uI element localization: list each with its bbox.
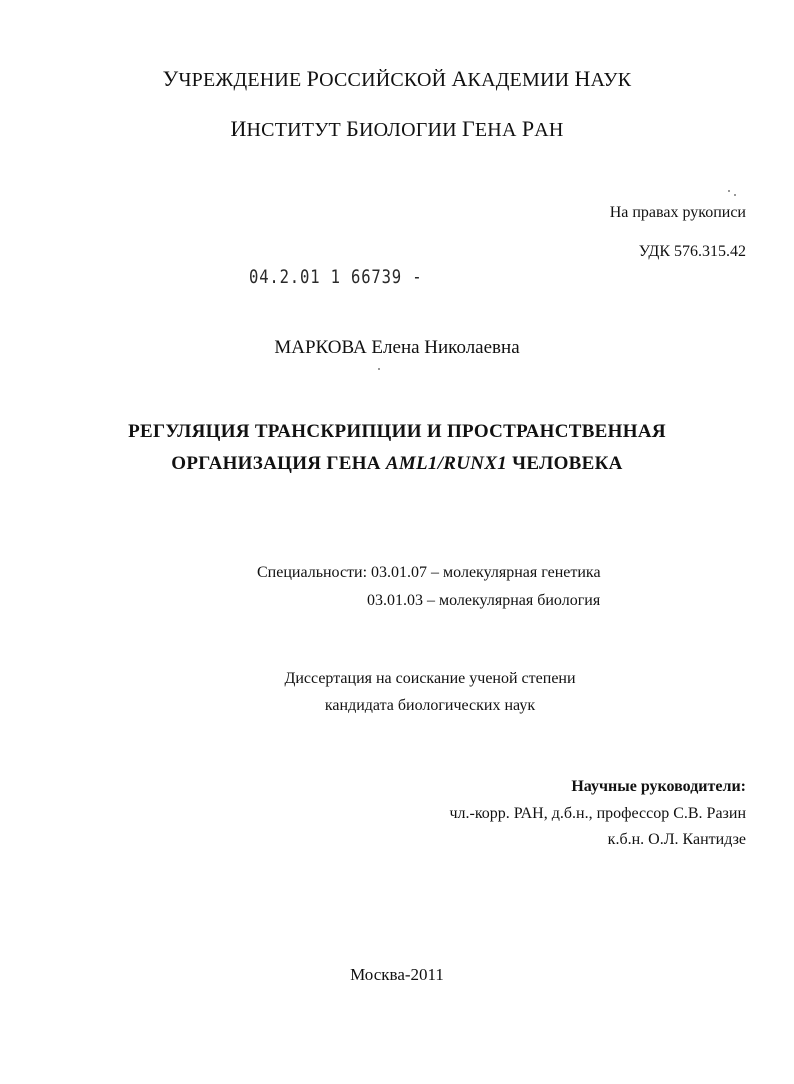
institution-line1: УЧРЕЖДЕНИЕ РОССИЙСКОЙ АКАДЕМИИ НАУК	[162, 66, 632, 91]
scan-speck	[734, 194, 736, 196]
scan-speck	[378, 368, 380, 370]
udk-code: УДК 576.315.42	[638, 243, 746, 260]
thesis-title-line2	[0, 453, 794, 475]
supervisor-item: к.б.н. О.Л. Кантидзе	[607, 831, 746, 848]
archive-stamp: 04.2.01 1 66739 -	[249, 266, 423, 288]
author-name: МАРКОВА Елена Николаевна	[274, 337, 520, 358]
title-suffix: ЧЕЛОВЕКА	[507, 453, 623, 474]
title-prefix: ОРГАНИЗАЦИЯ ГЕНА	[171, 453, 386, 474]
rights-note: На правах рукописи	[609, 204, 746, 221]
supervisors-heading: Научные руководители:	[571, 778, 746, 795]
institute-line2: ИНСТИТУТ БИОЛОГИИ ГЕНА РАН	[230, 116, 564, 141]
specialty-row-1	[257, 564, 601, 582]
dissertation-line2: кандидата биологических наук	[324, 697, 536, 714]
city-year: Москва-2011	[350, 965, 444, 984]
specialty-item: 03.01.03 – молекулярная биология	[367, 592, 601, 609]
specialties-label: Специальности:	[257, 564, 368, 581]
institute-name	[0, 116, 794, 142]
institution-name	[0, 66, 794, 92]
specialty-item: 03.01.07 – молекулярная генетика	[371, 564, 601, 581]
dissertation-line1: Диссертация на соискание ученой степени	[284, 670, 576, 687]
thesis-title-line1: РЕГУЛЯЦИЯ ТРАНСКРИПЦИИ И ПРОСТРАНСТВЕННАЯ	[128, 421, 666, 442]
supervisor-item: чл.-корр. РАН, д.б.н., профессор С.В. Разин	[449, 805, 746, 822]
scan-speck	[728, 190, 730, 192]
gene-name: AML1/RUNX1	[385, 453, 508, 474]
